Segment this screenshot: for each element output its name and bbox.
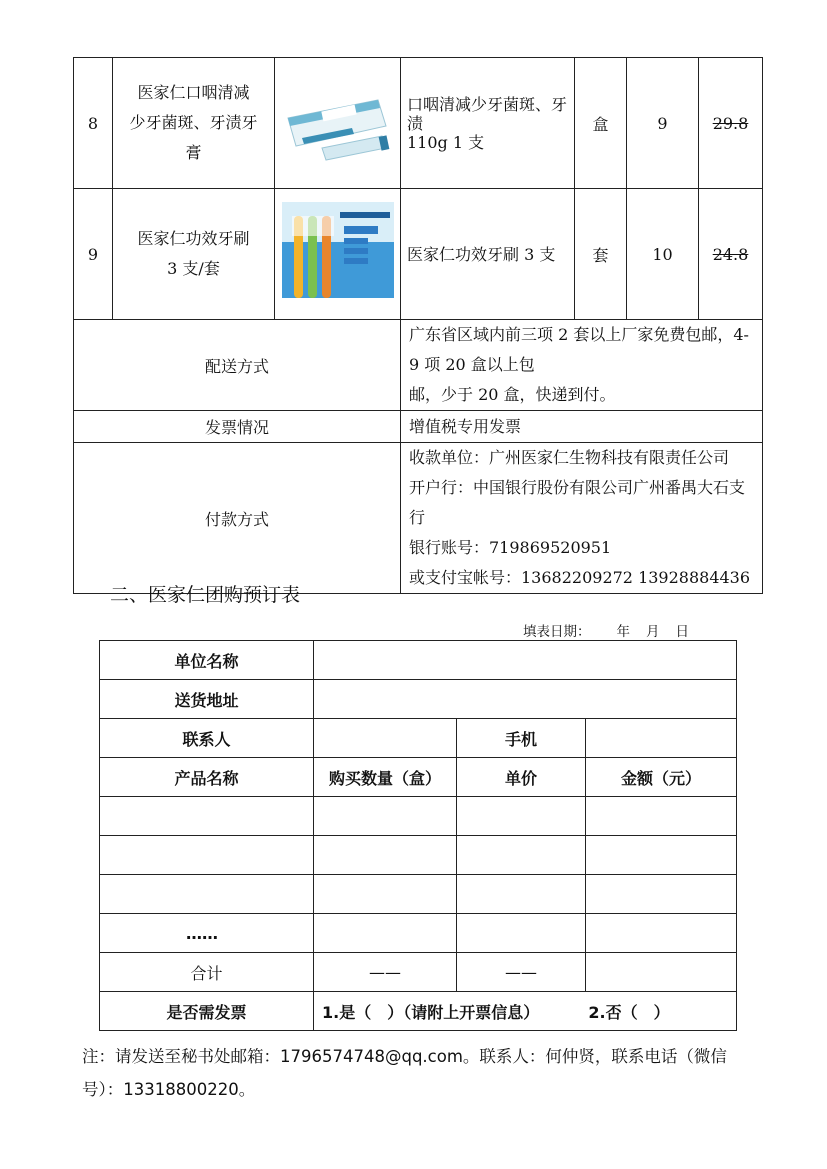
product-name: 医家仁口咽清减 少牙菌斑、牙渍牙 膏 [113, 58, 275, 189]
cell[interactable] [457, 875, 586, 914]
col-product-name: 产品名称 [100, 758, 314, 797]
table-row [74, 58, 763, 189]
contact-label: 联系人 [100, 719, 314, 758]
cell[interactable] [457, 797, 586, 836]
cell[interactable] [100, 836, 314, 875]
col-quantity: 购买数量（盒） [314, 758, 457, 797]
invoice-option-yes[interactable]: 1.是（ ）（请附上开票信息） [322, 1002, 540, 1022]
row-number: 9 [74, 189, 113, 320]
total-amount-field[interactable] [586, 953, 737, 992]
table-row [100, 641, 737, 680]
header-row [100, 758, 737, 797]
invoice-label: 发票情况 [74, 411, 401, 443]
invoice-option-no[interactable]: 2.否（ ） [588, 1002, 670, 1022]
address-label: 送货地址 [100, 680, 314, 719]
table-row [100, 797, 737, 836]
delivery-label: 配送方式 [74, 320, 401, 411]
mobile-label: 手机 [457, 719, 586, 758]
table-row [100, 875, 737, 914]
col-amount: 金额（元） [586, 758, 737, 797]
table-row [100, 914, 737, 953]
cell[interactable] [314, 914, 457, 953]
total-qty-dash: —— [314, 953, 457, 992]
product-name: 医家仁功效牙刷 3 支/套 [113, 189, 275, 320]
cell[interactable] [457, 836, 586, 875]
invoice-row [74, 411, 763, 443]
product-spec: 口咽清减少牙菌斑、牙渍 110g 1 支 [401, 58, 575, 189]
total-label: 合计 [100, 953, 314, 992]
product-qty: 9 [627, 58, 699, 189]
row-number: 8 [74, 58, 113, 189]
unit-name-field[interactable] [314, 641, 737, 680]
cell[interactable] [457, 914, 586, 953]
delivery-info: 广东省区域内前三项 2 套以上厂家免费包邮，4-9 项 20 盒以上包 邮，少于 20 盒，快递到付。 [401, 320, 763, 411]
section-title: 二、医家仁团购预订表 [110, 584, 301, 606]
product-price: 29.8 [699, 58, 763, 189]
payment-row [74, 443, 763, 594]
cell[interactable] [314, 875, 457, 914]
product-unit: 套 [575, 189, 627, 320]
mobile-field[interactable] [586, 719, 737, 758]
invoice-options [314, 992, 737, 1031]
cell[interactable] [586, 797, 737, 836]
table-row [100, 680, 737, 719]
col-unit-price: 单价 [457, 758, 586, 797]
cell[interactable] [586, 875, 737, 914]
product-unit: 盒 [575, 58, 627, 189]
address-field[interactable] [314, 680, 737, 719]
unit-name-label: 单位名称 [100, 641, 314, 680]
total-price-dash: —— [457, 953, 586, 992]
table-row [100, 719, 737, 758]
toothbrush-image [275, 189, 401, 320]
invoice-value: 增值税专用发票 [401, 411, 763, 443]
payment-label: 付款方式 [74, 443, 401, 594]
cell[interactable] [100, 797, 314, 836]
ellipsis-cell: …… [100, 914, 314, 953]
product-spec: 医家仁功效牙刷 3 支 [401, 189, 575, 320]
product-price: 24.8 [699, 189, 763, 320]
cell[interactable] [586, 914, 737, 953]
contact-field[interactable] [314, 719, 457, 758]
table-row [100, 836, 737, 875]
invoice-question-row [100, 992, 737, 1031]
cell[interactable] [586, 836, 737, 875]
fill-date: 填表日期： 年 月 日 [523, 624, 689, 640]
product-table [73, 57, 763, 594]
table-row [74, 189, 763, 320]
cell[interactable] [314, 836, 457, 875]
toothpaste-image [275, 58, 401, 189]
payment-info: 收款单位：广州医家仁生物科技有限责任公司 开户行：中国银行股份有限公司广州番禺大石支行 银行账号：719869520951 或支付宝帐号：13682209272 13928884436 [401, 443, 763, 594]
total-row [100, 953, 737, 992]
cell[interactable] [314, 797, 457, 836]
product-qty: 10 [627, 189, 699, 320]
order-form-table [99, 640, 737, 1031]
contact-note: 注：请发送至秘书处邮箱：1796574748@qq.com。联系人：何仲贤，联系电话（微信号）：13318800220。 [82, 1047, 727, 1099]
delivery-row [74, 320, 763, 411]
cell[interactable] [100, 875, 314, 914]
invoice-question-label: 是否需发票 [100, 992, 314, 1031]
